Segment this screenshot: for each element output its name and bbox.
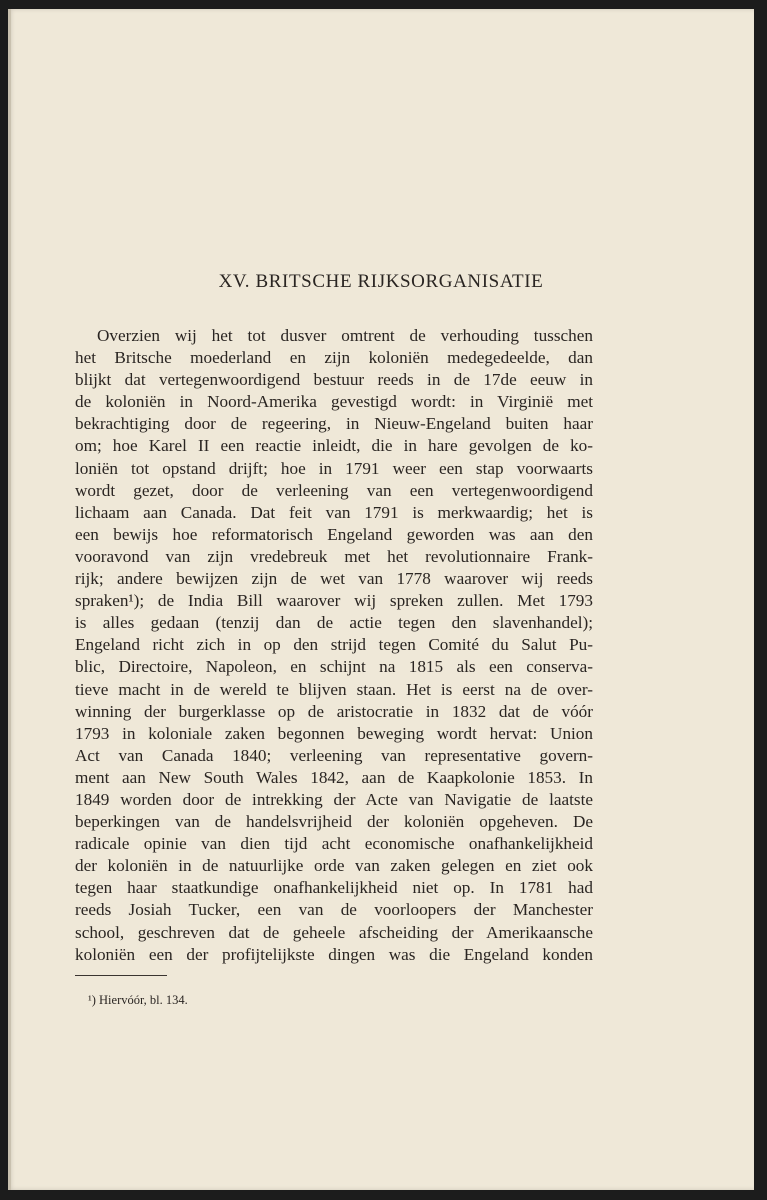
text-line: 1849 worden door de intrekking der Acte van Navigatie de laatste — [75, 789, 593, 809]
text-line: tieve macht in de wereld te blijven staan. Het is eerst na de over- — [75, 679, 593, 699]
footnote-rule — [75, 975, 167, 976]
text-line: spraken¹); de India Bill waarover wij spreken zullen. Met 1793 — [75, 591, 593, 611]
text-line: wordt gezet, door de verleening van een vertegenwoordigend — [75, 480, 593, 500]
text-line: om; hoe Karel II een reactie inleidt, die in hare gevolgen de ko- — [75, 436, 593, 456]
text-line: is alles gedaan (tenzij dan de actie tegen den slavenhandel); — [75, 613, 593, 633]
footnote: ¹) Hiervóór, bl. 134. — [88, 993, 188, 1007]
text-line: Act van Canada 1840; verleening van representative govern- — [75, 745, 593, 765]
page-edge — [8, 9, 11, 1190]
text-line: de koloniën in Noord-Amerika gevestigd wordt: in Virginië met — [75, 392, 593, 412]
text-line: vooravond van zijn vredebreuk met het revolutionnaire Frank- — [75, 546, 593, 566]
text-line: rijk; andere bewijzen zijn de wet van 1778 waarover wij reeds — [75, 569, 593, 589]
body-text — [75, 325, 593, 966]
text-line: radicale opinie van dien tijd acht economische onafhankelijkheid — [75, 834, 593, 854]
chapter-title: XV. BRITSCHE RIJKSORGANISATIE — [218, 271, 544, 292]
text-line: school, geschreven dat de geheele afscheiding der Amerikaansche — [75, 922, 593, 942]
text-line: Engeland richt zich in op den strijd tegen Comité du Salut Pu- — [75, 635, 593, 655]
text-line: loniën tot opstand drijft; hoe in 1791 weer een stap voorwaarts — [75, 458, 593, 478]
text-line: der koloniën in de natuurlijke orde van zaken gelegen en ziet ook — [75, 856, 593, 876]
text-line: het Britsche moederland en zijn koloniën medegedeelde, dan — [75, 348, 593, 368]
text-line: tegen haar staatkundige onafhankelijkheid niet op. In 1781 had — [75, 878, 593, 898]
book-page — [8, 9, 754, 1190]
text-line: Overzien wij het tot dusver omtrent de verhouding tusschen — [97, 326, 593, 345]
text-line: lichaam aan Canada. Dat feit van 1791 is merkwaardig; het is — [75, 502, 593, 522]
text-line: bekrachtiging door de regeering, in Nieuw-Engeland buiten haar — [75, 414, 593, 434]
text-line: 1793 in koloniale zaken begonnen beweging wordt hervat: Union — [75, 723, 593, 743]
text-line: blic, Directoire, Napoleon, en schijnt na 1815 als een conserva- — [75, 657, 593, 677]
text-line: een bewijs hoe reformatorisch Engeland geworden was aan den — [75, 524, 593, 544]
text-line: winning der burgerklasse op de aristocratie in 1832 dat de vóór — [75, 701, 593, 721]
text-line: beperkingen van de handelsvrijheid der koloniën opgeheven. De — [75, 812, 593, 832]
text-line: ment aan New South Wales 1842, aan de Kaapkolonie 1853. In — [75, 767, 593, 787]
text-line: koloniën een der profijtelijkste dingen was die Engeland konden — [75, 944, 593, 964]
text-line: reeds Josiah Tucker, een van de voorloopers der Manchester — [75, 900, 593, 920]
text-line: blijkt dat vertegenwoordigend bestuur reeds in de 17de eeuw in — [75, 370, 593, 390]
